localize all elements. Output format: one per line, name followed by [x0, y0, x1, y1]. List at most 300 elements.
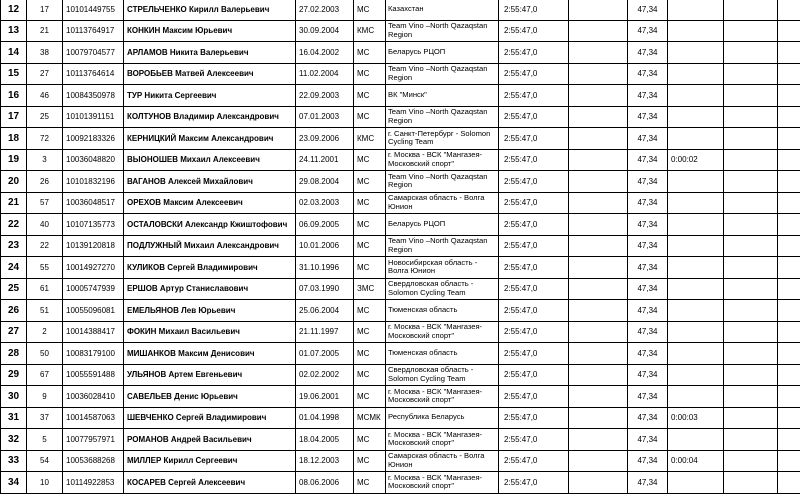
- empty-cell: [778, 63, 800, 85]
- empty-cell: [569, 472, 628, 494]
- empty-cell: [724, 407, 778, 429]
- table-row: [1, 386, 800, 408]
- uci-id-cell: 10053688268: [63, 450, 124, 472]
- finish-time-cell: 2:55:47,0: [499, 257, 569, 279]
- uci-id-cell: 10014927270: [63, 257, 124, 279]
- category-cell: МС: [354, 42, 386, 64]
- birth-date-cell: 24.11.2001: [296, 149, 354, 171]
- bib-number-cell: 72: [27, 128, 63, 150]
- empty-cell: [778, 128, 800, 150]
- empty-cell: [569, 386, 628, 408]
- category-cell: МС: [354, 214, 386, 236]
- empty-cell: [724, 20, 778, 42]
- avg-speed-cell: 47,34: [628, 450, 668, 472]
- birth-date-cell: 02.02.2002: [296, 364, 354, 386]
- place-cell: 24: [1, 257, 27, 279]
- finish-time-cell: 2:55:47,0: [499, 364, 569, 386]
- rider-name-cell: УЛЬЯНОВ Артем Евгеньевич: [124, 364, 296, 386]
- table-row: [1, 300, 800, 322]
- bib-number-cell: 46: [27, 85, 63, 107]
- team-cell: Тюменская область: [386, 300, 499, 322]
- bib-number-cell: 22: [27, 235, 63, 257]
- place-cell: 34: [1, 472, 27, 494]
- birth-date-cell: 07.03.1990: [296, 278, 354, 300]
- category-cell: МС: [354, 321, 386, 343]
- team-cell: г. Москва - ВСК "Мангазея-Московский спорт": [386, 472, 499, 494]
- uci-id-cell: 10101832196: [63, 171, 124, 193]
- time-gap-cell: [668, 214, 724, 236]
- birth-date-cell: 11.02.2004: [296, 63, 354, 85]
- bib-number-cell: 21: [27, 20, 63, 42]
- bib-number-cell: 5: [27, 429, 63, 451]
- finish-time-cell: 2:55:47,0: [499, 386, 569, 408]
- avg-speed-cell: 47,34: [628, 257, 668, 279]
- table-row: [1, 257, 800, 279]
- birth-date-cell: 08.06.2006: [296, 472, 354, 494]
- finish-time-cell: 2:55:47,0: [499, 407, 569, 429]
- place-cell: 28: [1, 343, 27, 365]
- time-gap-cell: [668, 106, 724, 128]
- results-body: [1, 0, 800, 493]
- empty-cell: [778, 364, 800, 386]
- bib-number-cell: 55: [27, 257, 63, 279]
- bib-number-cell: 10: [27, 472, 63, 494]
- rider-name-cell: ЕМЕЛЬЯНОВ Лев Юрьевич: [124, 300, 296, 322]
- rider-name-cell: ШЕВЧЕНКО Сергей Владимирович: [124, 407, 296, 429]
- category-cell: МС: [354, 364, 386, 386]
- table-row: [1, 364, 800, 386]
- uci-id-cell: 10036048517: [63, 192, 124, 214]
- category-cell: МС: [354, 106, 386, 128]
- time-gap-cell: 0:00:02: [668, 149, 724, 171]
- empty-cell: [778, 343, 800, 365]
- empty-cell: [724, 42, 778, 64]
- place-cell: 19: [1, 149, 27, 171]
- avg-speed-cell: 47,34: [628, 364, 668, 386]
- avg-speed-cell: 47,34: [628, 192, 668, 214]
- time-gap-cell: 0:00:04: [668, 450, 724, 472]
- uci-id-cell: 10114922853: [63, 472, 124, 494]
- uci-id-cell: 10092183326: [63, 128, 124, 150]
- category-cell: МС: [354, 257, 386, 279]
- bib-number-cell: 54: [27, 450, 63, 472]
- category-cell: МС: [354, 85, 386, 107]
- team-cell: Самарская область - Волга Юнион: [386, 192, 499, 214]
- table-row: [1, 192, 800, 214]
- avg-speed-cell: 47,34: [628, 63, 668, 85]
- team-cell: Свердловская область - Solomon Cycling Team: [386, 278, 499, 300]
- team-cell: Тюменская область: [386, 343, 499, 365]
- empty-cell: [569, 407, 628, 429]
- uci-id-cell: 10055591488: [63, 364, 124, 386]
- empty-cell: [569, 429, 628, 451]
- empty-cell: [778, 171, 800, 193]
- team-cell: Team Vino –North Qazaqstan Region: [386, 171, 499, 193]
- finish-time-cell: 2:55:47,0: [499, 343, 569, 365]
- uci-id-cell: 10101391151: [63, 106, 124, 128]
- bib-number-cell: 25: [27, 106, 63, 128]
- finish-time-cell: 2:55:47,0: [499, 0, 569, 20]
- bib-number-cell: 61: [27, 278, 63, 300]
- birth-date-cell: 23.09.2006: [296, 128, 354, 150]
- time-gap-cell: [668, 20, 724, 42]
- rider-name-cell: АРЛАМОВ Никита Валерьевич: [124, 42, 296, 64]
- empty-cell: [724, 128, 778, 150]
- category-cell: МС: [354, 192, 386, 214]
- time-gap-cell: [668, 85, 724, 107]
- uci-id-cell: 10113764917: [63, 20, 124, 42]
- empty-cell: [778, 429, 800, 451]
- empty-cell: [778, 85, 800, 107]
- table-row: [1, 171, 800, 193]
- avg-speed-cell: 47,34: [628, 128, 668, 150]
- empty-cell: [778, 472, 800, 494]
- team-cell: г. Москва - ВСК "Мангазея-Московский спорт": [386, 321, 499, 343]
- empty-cell: [569, 364, 628, 386]
- category-cell: МСМК: [354, 407, 386, 429]
- category-cell: МС: [354, 149, 386, 171]
- place-cell: 12: [1, 0, 27, 20]
- table-row: [1, 343, 800, 365]
- empty-cell: [569, 192, 628, 214]
- empty-cell: [724, 106, 778, 128]
- table-row: [1, 63, 800, 85]
- avg-speed-cell: 47,34: [628, 343, 668, 365]
- rider-name-cell: МИШАНКОВ Максим Денисович: [124, 343, 296, 365]
- empty-cell: [778, 192, 800, 214]
- finish-time-cell: 2:55:47,0: [499, 63, 569, 85]
- empty-cell: [778, 42, 800, 64]
- rider-name-cell: ТУР Никита Сергеевич: [124, 85, 296, 107]
- empty-cell: [724, 192, 778, 214]
- time-gap-cell: [668, 364, 724, 386]
- finish-time-cell: 2:55:47,0: [499, 85, 569, 107]
- time-gap-cell: [668, 192, 724, 214]
- empty-cell: [569, 149, 628, 171]
- time-gap-cell: [668, 42, 724, 64]
- empty-cell: [724, 472, 778, 494]
- bib-number-cell: 67: [27, 364, 63, 386]
- avg-speed-cell: 47,34: [628, 85, 668, 107]
- birth-date-cell: 06.09.2005: [296, 214, 354, 236]
- empty-cell: [724, 343, 778, 365]
- birth-date-cell: 19.06.2001: [296, 386, 354, 408]
- finish-time-cell: 2:55:47,0: [499, 42, 569, 64]
- avg-speed-cell: 47,34: [628, 278, 668, 300]
- finish-time-cell: 2:55:47,0: [499, 106, 569, 128]
- table-row: [1, 128, 800, 150]
- time-gap-cell: [668, 472, 724, 494]
- rider-name-cell: ОСТАЛОВСКИ Александр Кжиштофович: [124, 214, 296, 236]
- time-gap-cell: [668, 63, 724, 85]
- table-row: [1, 278, 800, 300]
- uci-id-cell: 10014388417: [63, 321, 124, 343]
- bib-number-cell: 50: [27, 343, 63, 365]
- uci-id-cell: 10079704577: [63, 42, 124, 64]
- empty-cell: [778, 300, 800, 322]
- empty-cell: [724, 214, 778, 236]
- rider-name-cell: СТРЕЛЬЧЕНКО Кирилл Валерьевич: [124, 0, 296, 20]
- empty-cell: [724, 364, 778, 386]
- table-row: [1, 407, 800, 429]
- table-row: [1, 429, 800, 451]
- empty-cell: [724, 429, 778, 451]
- empty-cell: [724, 85, 778, 107]
- place-cell: 33: [1, 450, 27, 472]
- table-row: [1, 321, 800, 343]
- place-cell: 13: [1, 20, 27, 42]
- table-row: [1, 0, 800, 20]
- time-gap-cell: [668, 343, 724, 365]
- team-cell: ВК "Минск": [386, 85, 499, 107]
- place-cell: 31: [1, 407, 27, 429]
- place-cell: 17: [1, 106, 27, 128]
- empty-cell: [724, 257, 778, 279]
- bib-number-cell: 51: [27, 300, 63, 322]
- avg-speed-cell: 47,34: [628, 171, 668, 193]
- place-cell: 23: [1, 235, 27, 257]
- place-cell: 18: [1, 128, 27, 150]
- rider-name-cell: КОЛТУНОВ Владимир Александрович: [124, 106, 296, 128]
- bib-number-cell: 37: [27, 407, 63, 429]
- bib-number-cell: 26: [27, 171, 63, 193]
- rider-name-cell: ФОКИН Михаил Васильевич: [124, 321, 296, 343]
- place-cell: 30: [1, 386, 27, 408]
- team-cell: Team Vino –North Qazaqstan Region: [386, 106, 499, 128]
- team-cell: г. Санкт-Петербург - Solomon Cycling Team: [386, 128, 499, 150]
- empty-cell: [778, 386, 800, 408]
- team-cell: Team Vino –North Qazaqstan Region: [386, 20, 499, 42]
- category-cell: МС: [354, 343, 386, 365]
- time-gap-cell: [668, 386, 724, 408]
- birth-date-cell: 18.12.2003: [296, 450, 354, 472]
- birth-date-cell: 31.10.1996: [296, 257, 354, 279]
- place-cell: 32: [1, 429, 27, 451]
- bib-number-cell: 38: [27, 42, 63, 64]
- avg-speed-cell: 47,34: [628, 214, 668, 236]
- finish-time-cell: 2:55:47,0: [499, 235, 569, 257]
- category-cell: МС: [354, 386, 386, 408]
- empty-cell: [778, 20, 800, 42]
- empty-cell: [778, 214, 800, 236]
- table-row: [1, 85, 800, 107]
- rider-name-cell: МИЛЛЕР Кирилл Сергеевич: [124, 450, 296, 472]
- time-gap-cell: [668, 257, 724, 279]
- empty-cell: [569, 235, 628, 257]
- rider-name-cell: КОНКИН Максим Юрьевич: [124, 20, 296, 42]
- time-gap-cell: [668, 429, 724, 451]
- category-cell: МС: [354, 63, 386, 85]
- empty-cell: [569, 42, 628, 64]
- avg-speed-cell: 47,34: [628, 0, 668, 20]
- rider-name-cell: САВЕЛЬЕВ Денис Юрьевич: [124, 386, 296, 408]
- bib-number-cell: 27: [27, 63, 63, 85]
- rider-name-cell: КУЛИКОВ Сергей Владимирович: [124, 257, 296, 279]
- empty-cell: [569, 85, 628, 107]
- empty-cell: [569, 171, 628, 193]
- team-cell: Беларусь РЦОП: [386, 42, 499, 64]
- empty-cell: [724, 235, 778, 257]
- team-cell: Team Vino –North Qazaqstan Region: [386, 63, 499, 85]
- time-gap-cell: [668, 0, 724, 20]
- avg-speed-cell: 47,34: [628, 321, 668, 343]
- team-cell: Беларусь РЦОП: [386, 214, 499, 236]
- empty-cell: [778, 257, 800, 279]
- category-cell: МС: [354, 235, 386, 257]
- empty-cell: [724, 0, 778, 20]
- empty-cell: [569, 63, 628, 85]
- team-cell: г. Москва - ВСК "Мангазея-Московский спорт": [386, 149, 499, 171]
- place-cell: 15: [1, 63, 27, 85]
- avg-speed-cell: 47,34: [628, 300, 668, 322]
- time-gap-cell: [668, 171, 724, 193]
- birth-date-cell: 22.09.2003: [296, 85, 354, 107]
- time-gap-cell: [668, 235, 724, 257]
- place-cell: 21: [1, 192, 27, 214]
- uci-id-cell: 10084350978: [63, 85, 124, 107]
- empty-cell: [778, 407, 800, 429]
- avg-speed-cell: 47,34: [628, 472, 668, 494]
- finish-time-cell: 2:55:47,0: [499, 321, 569, 343]
- rider-name-cell: ОРЕХОВ Максим Алексеевич: [124, 192, 296, 214]
- empty-cell: [724, 63, 778, 85]
- rider-name-cell: ЕРШОВ Артур Станиславович: [124, 278, 296, 300]
- birth-date-cell: 01.07.2005: [296, 343, 354, 365]
- team-cell: Новосибирская область - Волга Юнион: [386, 257, 499, 279]
- rider-name-cell: РОМАНОВ Андрей Васильевич: [124, 429, 296, 451]
- birth-date-cell: 10.01.2006: [296, 235, 354, 257]
- empty-cell: [724, 321, 778, 343]
- birth-date-cell: 18.04.2005: [296, 429, 354, 451]
- finish-time-cell: 2:55:47,0: [499, 214, 569, 236]
- empty-cell: [569, 20, 628, 42]
- empty-cell: [724, 278, 778, 300]
- table-row: [1, 235, 800, 257]
- bib-number-cell: 3: [27, 149, 63, 171]
- empty-cell: [569, 128, 628, 150]
- place-cell: 16: [1, 85, 27, 107]
- place-cell: 14: [1, 42, 27, 64]
- team-cell: г. Москва - ВСК "Мангазея-Московский спорт": [386, 386, 499, 408]
- uci-id-cell: 10107135773: [63, 214, 124, 236]
- uci-id-cell: 10014587063: [63, 407, 124, 429]
- place-cell: 26: [1, 300, 27, 322]
- uci-id-cell: 10113764614: [63, 63, 124, 85]
- empty-cell: [724, 171, 778, 193]
- category-cell: КМС: [354, 20, 386, 42]
- birth-date-cell: 25.06.2004: [296, 300, 354, 322]
- place-cell: 27: [1, 321, 27, 343]
- avg-speed-cell: 47,34: [628, 407, 668, 429]
- rider-name-cell: ПОДЛУЖНЫЙ Михаил Александрович: [124, 235, 296, 257]
- empty-cell: [569, 278, 628, 300]
- birth-date-cell: 02.03.2003: [296, 192, 354, 214]
- time-gap-cell: 0:00:03: [668, 407, 724, 429]
- time-gap-cell: [668, 300, 724, 322]
- rider-name-cell: КОСАРЕВ Сергей Алексеевич: [124, 472, 296, 494]
- uci-id-cell: 10005747939: [63, 278, 124, 300]
- empty-cell: [724, 300, 778, 322]
- finish-time-cell: 2:55:47,0: [499, 128, 569, 150]
- time-gap-cell: [668, 128, 724, 150]
- empty-cell: [569, 257, 628, 279]
- avg-speed-cell: 47,34: [628, 429, 668, 451]
- empty-cell: [569, 343, 628, 365]
- empty-cell: [778, 278, 800, 300]
- empty-cell: [569, 300, 628, 322]
- empty-cell: [569, 450, 628, 472]
- place-cell: 22: [1, 214, 27, 236]
- team-cell: Свердловская область - Solomon Cycling Team: [386, 364, 499, 386]
- finish-time-cell: 2:55:47,0: [499, 450, 569, 472]
- bib-number-cell: 57: [27, 192, 63, 214]
- team-cell: Самарская область - Волга Юнион: [386, 450, 499, 472]
- bib-number-cell: 9: [27, 386, 63, 408]
- category-cell: МС: [354, 472, 386, 494]
- uci-id-cell: 10036028410: [63, 386, 124, 408]
- uci-id-cell: 10077957971: [63, 429, 124, 451]
- table-row: [1, 42, 800, 64]
- finish-time-cell: 2:55:47,0: [499, 429, 569, 451]
- birth-date-cell: 01.04.1998: [296, 407, 354, 429]
- rider-name-cell: ВОРОБЬЕВ Матвей Алексеевич: [124, 63, 296, 85]
- uci-id-cell: 10055096081: [63, 300, 124, 322]
- table-row: [1, 214, 800, 236]
- table-row: [1, 450, 800, 472]
- finish-time-cell: 2:55:47,0: [499, 472, 569, 494]
- table-row: [1, 106, 800, 128]
- empty-cell: [569, 321, 628, 343]
- empty-cell: [778, 106, 800, 128]
- place-cell: 20: [1, 171, 27, 193]
- place-cell: 25: [1, 278, 27, 300]
- team-cell: г. Москва - ВСК "Мангазея-Московский спорт": [386, 429, 499, 451]
- avg-speed-cell: 47,34: [628, 235, 668, 257]
- time-gap-cell: [668, 321, 724, 343]
- table-row: [1, 149, 800, 171]
- team-cell: Team Vino –North Qazaqstan Region: [386, 235, 499, 257]
- avg-speed-cell: 47,34: [628, 20, 668, 42]
- table-row: [1, 20, 800, 42]
- birth-date-cell: 21.11.1997: [296, 321, 354, 343]
- empty-cell: [724, 386, 778, 408]
- empty-cell: [569, 106, 628, 128]
- team-cell: Казахстан: [386, 0, 499, 20]
- empty-cell: [569, 214, 628, 236]
- uci-id-cell: 10101449755: [63, 0, 124, 20]
- bib-number-cell: 2: [27, 321, 63, 343]
- bib-number-cell: 40: [27, 214, 63, 236]
- birth-date-cell: 27.02.2003: [296, 0, 354, 20]
- table-row: [1, 472, 800, 494]
- uci-id-cell: 10036048820: [63, 149, 124, 171]
- finish-time-cell: 2:55:47,0: [499, 20, 569, 42]
- empty-cell: [724, 450, 778, 472]
- category-cell: МС: [354, 429, 386, 451]
- finish-time-cell: 2:55:47,0: [499, 300, 569, 322]
- uci-id-cell: 10139120818: [63, 235, 124, 257]
- birth-date-cell: 07.01.2003: [296, 106, 354, 128]
- avg-speed-cell: 47,34: [628, 106, 668, 128]
- category-cell: ЗМС: [354, 278, 386, 300]
- rider-name-cell: ВАГАНОВ Алексей Михайлович: [124, 171, 296, 193]
- empty-cell: [778, 450, 800, 472]
- birth-date-cell: 29.08.2004: [296, 171, 354, 193]
- category-cell: КМС: [354, 128, 386, 150]
- avg-speed-cell: 47,34: [628, 386, 668, 408]
- category-cell: МС: [354, 300, 386, 322]
- time-gap-cell: [668, 278, 724, 300]
